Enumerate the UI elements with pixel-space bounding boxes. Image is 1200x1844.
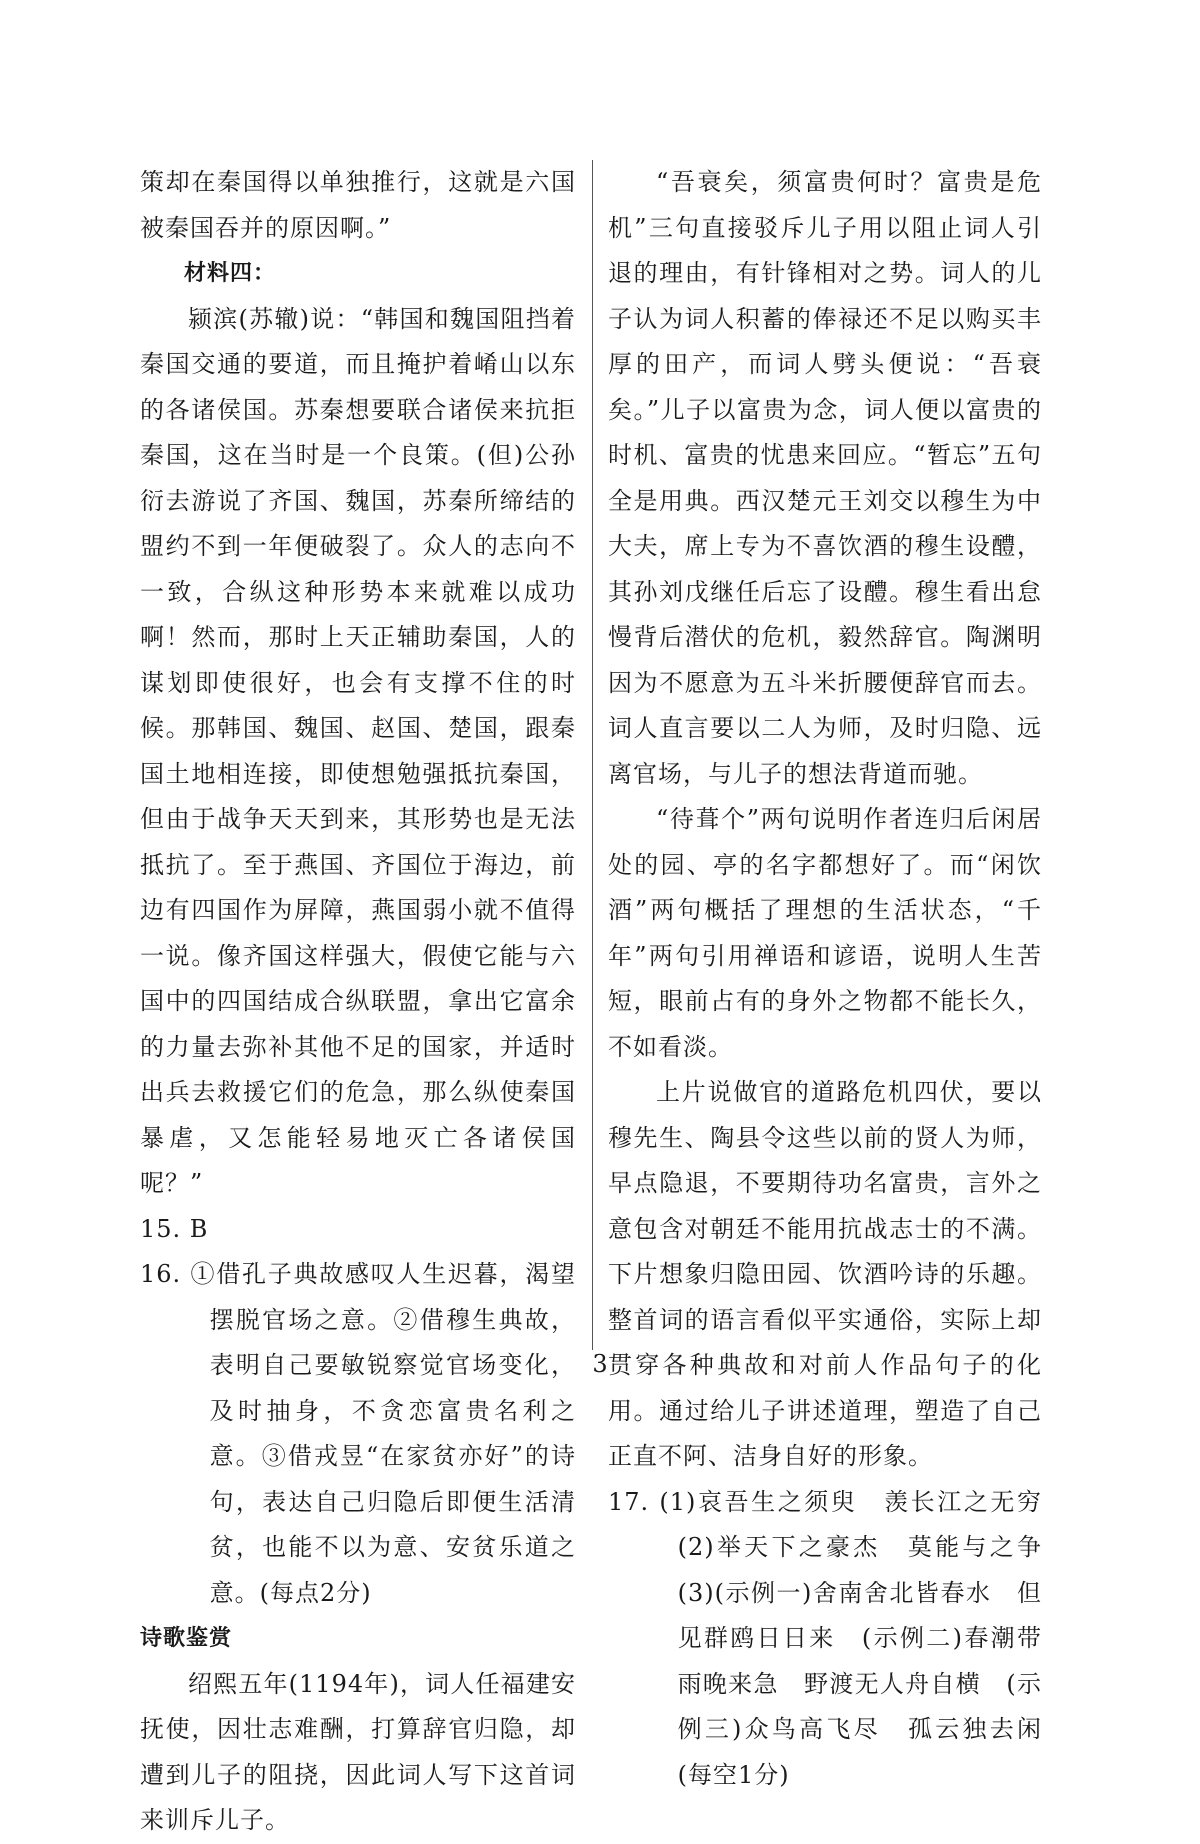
poetry-analysis-paragraph-2: “待葺个”两句说明作者连归后闲居处的园、亭的名字都想好了。而“闲饮酒”两句概括了理想的生活状态，“千年”两句引用禅语和谚语，说明人生苦短，眼前占有的身外之物都不能长久，不如看淡。: [608, 805, 1042, 1061]
material-four-text: 颍滨(苏辙)说：“韩国和魏国阻挡着秦国交通的要道，而且掩护着崤山以东的各诸侯国。苏秦想要联合诸侯来抗拒秦国，这在当时是一个良策。(但)公孙衍去游说了齐国、魏国，苏秦所缔结的盟约不到一年便破裂了。众人的志向不一致，合纵这种形势本来就难以成功啊！然而，那时上天正辅助秦国，人的谋划即使很好，也会有支撑不住的时候。那韩国、魏国、赵国、楚国，跟秦国土地相连接，即使想勉强抵抗秦国，但由于战争天天到来，其形势也是无法抵抗了。至于燕国、齐国位于海边，前边有四国作为屏障，燕国弱小就不值得一说。像齐国这样强大，假使它能与六国中的四国结成合纵联盟，拿出它富余的力量去弥补其他不足的国家，并适时出兵去救援它们的危急，那么纵使秦国暴虐，又怎能轻易地灭亡各诸侯国呢？”: [140, 304, 576, 1197]
column-divider: [592, 160, 593, 1350]
poetry-intro-text: 绍熙五年(1194年)，词人任福建安抚使，因壮志难酬，打算辞官归隐，却遭到儿子的阻挠，因此词人写下这首词来训斥儿子。: [140, 1669, 576, 1834]
answer-15: 15. B: [140, 1214, 209, 1243]
poetry-analysis-paragraph-3: 上片说做官的道路危机四伏，要以穆先生、陶县令这些以前的贤人为师，早点隐退，不要期待功名富贵，言外之意包含对朝廷不能用抗战志士的不满。下片想象归隐田园、饮酒吟诗的乐趣。整首词的语言看似平实通俗，实际上却贯穿各种典故和对前人作品句子的化用。通过给儿子讲述道理，塑造了自己正直不阿、洁身自好的形象。: [608, 1078, 1042, 1470]
answer-16: 16. ①借孔子典故感叹人生迟暮，渴望摆脱官场之意。②借穆生典故，表明自己要敏锐察觉官场变化，及时抽身，不贪恋富贵名利之意。③借戎昱“在家贫亦好”的诗句，表达自己归隐后即便生活清贫，也能不以为意、安贫乐道之意。(每点2分): [140, 1260, 576, 1607]
left-column: [140, 160, 576, 1844]
poetry-analysis-paragraph-1: “吾衰矣，须富贵何时？富贵是危机”三句直接驳斥儿子用以阻止词人引退的理由，有针锋相对之势。词人的儿子认为词人积蓄的俸禄还不足以购买丰厚的田产，而词人劈头便说：“吾衰矣。”儿子以富贵为念，词人便以富贵的时机、富贵的忧患来回应。“暂忘”五句全是用典。西汉楚元王刘交以穆生为中大夫，席上专为不喜饮酒的穆生设醴，其孙刘戊继任后忘了设醴。穆生看出怠慢背后潜伏的危机，毅然辞官。陶渊明因为不愿意为五斗米折腰便辞官而去。词人直言要以二人为师，及时归隐、远离官场，与儿子的想法背道而驰。: [608, 168, 1042, 788]
poetry-appreciation-heading: 诗歌鉴赏: [140, 1626, 233, 1651]
answer-17: 17. (1)哀吾生之须臾 羡长江之无穷 (2)举天下之豪杰 莫能与之争 (3)(示例一)舍南舍北皆春水 但见群鸥日日来 (示例二)春潮带雨晚来急 野渡无人舟自横 (示例三)众鸟高飞尽 孤云独去闲 (每空1分): [608, 1487, 1067, 1789]
material-four-heading: 材料四：: [184, 261, 277, 286]
continued-paragraph: 策却在秦国得以单独推行，这就是六国被秦国吞并的原因啊。”: [140, 168, 576, 242]
right-column: [608, 160, 1067, 1798]
page-number: 3: [592, 1350, 608, 1378]
